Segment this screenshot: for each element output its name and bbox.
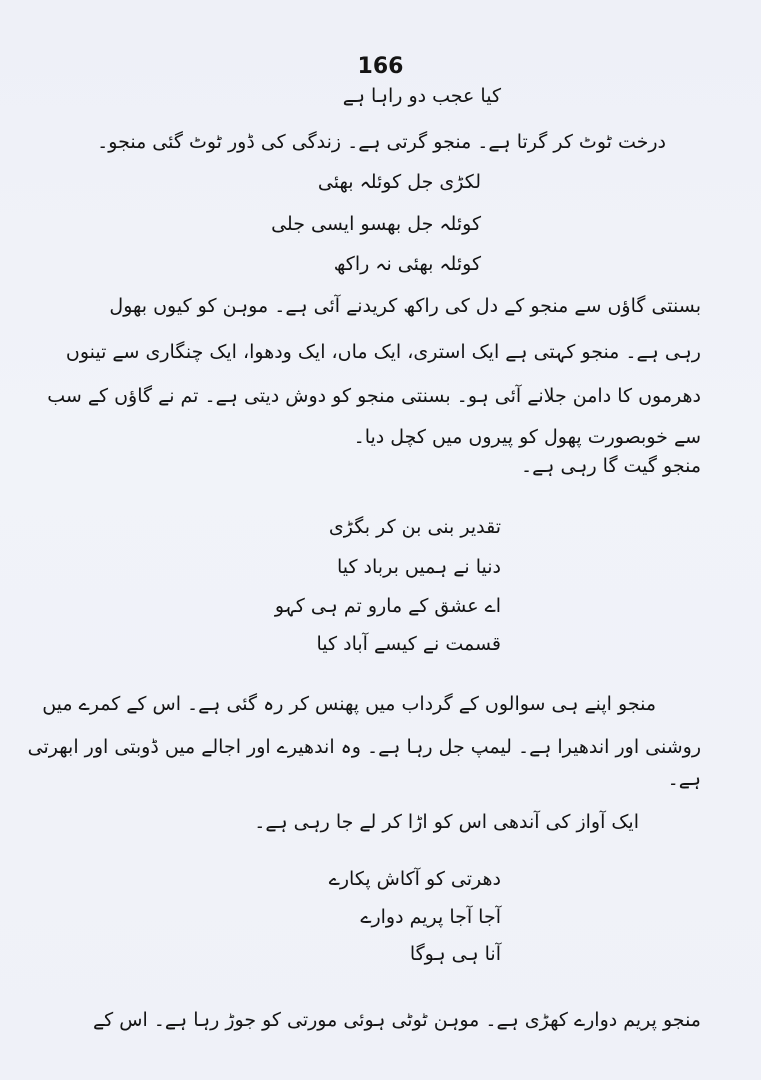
text-line: منجو پریم دوارے کھڑی ہے۔ موہن ٹوٹی ہوئی مورتی کو جوڑ رہا ہے۔ اس کے: [93, 1009, 701, 1031]
song-line: قسمت نے کیسے آباد کیا: [316, 633, 501, 655]
text-line: منجو گیت گا رہی ہے۔: [521, 455, 701, 477]
text-line: کیا عجب دو راہا ہے: [342, 85, 501, 107]
song-line: آنا ہی ہوگا: [409, 943, 501, 965]
text-line: بسنتی گاؤں سے منجو کے دل کی راکھ کریدنے آئی ہے۔ موہن کو کیوں بھول: [109, 295, 701, 317]
text-line: درخت ٹوٹ کر گرتا ہے۔ منجو گرتی ہے۔ زندگی کی ڈور ٹوٹ گئی منجو۔: [97, 131, 666, 153]
text-line: منجو اپنے ہی سوالوں کے گرداب میں پھنس کر رہ گئی ہے۔ اس کے کمرے میں: [42, 693, 656, 715]
song-line: اے عشق کے مارو تم ہی کہو: [274, 595, 501, 617]
song-line: تقدیر بنی بن کر بگڑی: [328, 516, 501, 538]
text-line: دھرموں کا دامن جلانے آئی ہو۔ بسنتی منجو کو دوش دیتی ہے۔ تم نے گاؤں کے سب: [47, 385, 701, 407]
text-line: سے خوبصورت پھول کو پیروں میں کچل دیا۔: [353, 426, 701, 448]
text-line: کوئلہ بھئی نہ راکھ: [333, 253, 481, 275]
page-number: 166: [357, 54, 404, 79]
song-line: دنیا نے ہمیں برباد کیا: [336, 556, 501, 578]
text-line: ہے۔: [667, 768, 701, 790]
text-line: ایک آواز کی آندھی اس کو اڑا کر لے جا رہی ہے۔: [254, 811, 639, 833]
text-line: روشنی اور اندھیرا ہے۔ لیمپ جل رہا ہے۔ وہ اندھیرے اور اجالے میں ڈوبتی اور ابھرتی: [27, 736, 701, 758]
song-line: دھرتی کو آکاش پکارے: [328, 868, 501, 890]
text-line: کوئلہ جل بھسو ایسی جلی: [271, 213, 481, 235]
text-line: لکڑی جل کوئلہ بھئی: [317, 171, 481, 193]
text-line: رہی ہے۔ منجو کہتی ہے ایک استری، ایک ماں، ایک ودھوا، ایک چنگاری سے تینوں: [65, 341, 701, 363]
song-line: آجا آجا پریم دوارے: [360, 906, 501, 928]
